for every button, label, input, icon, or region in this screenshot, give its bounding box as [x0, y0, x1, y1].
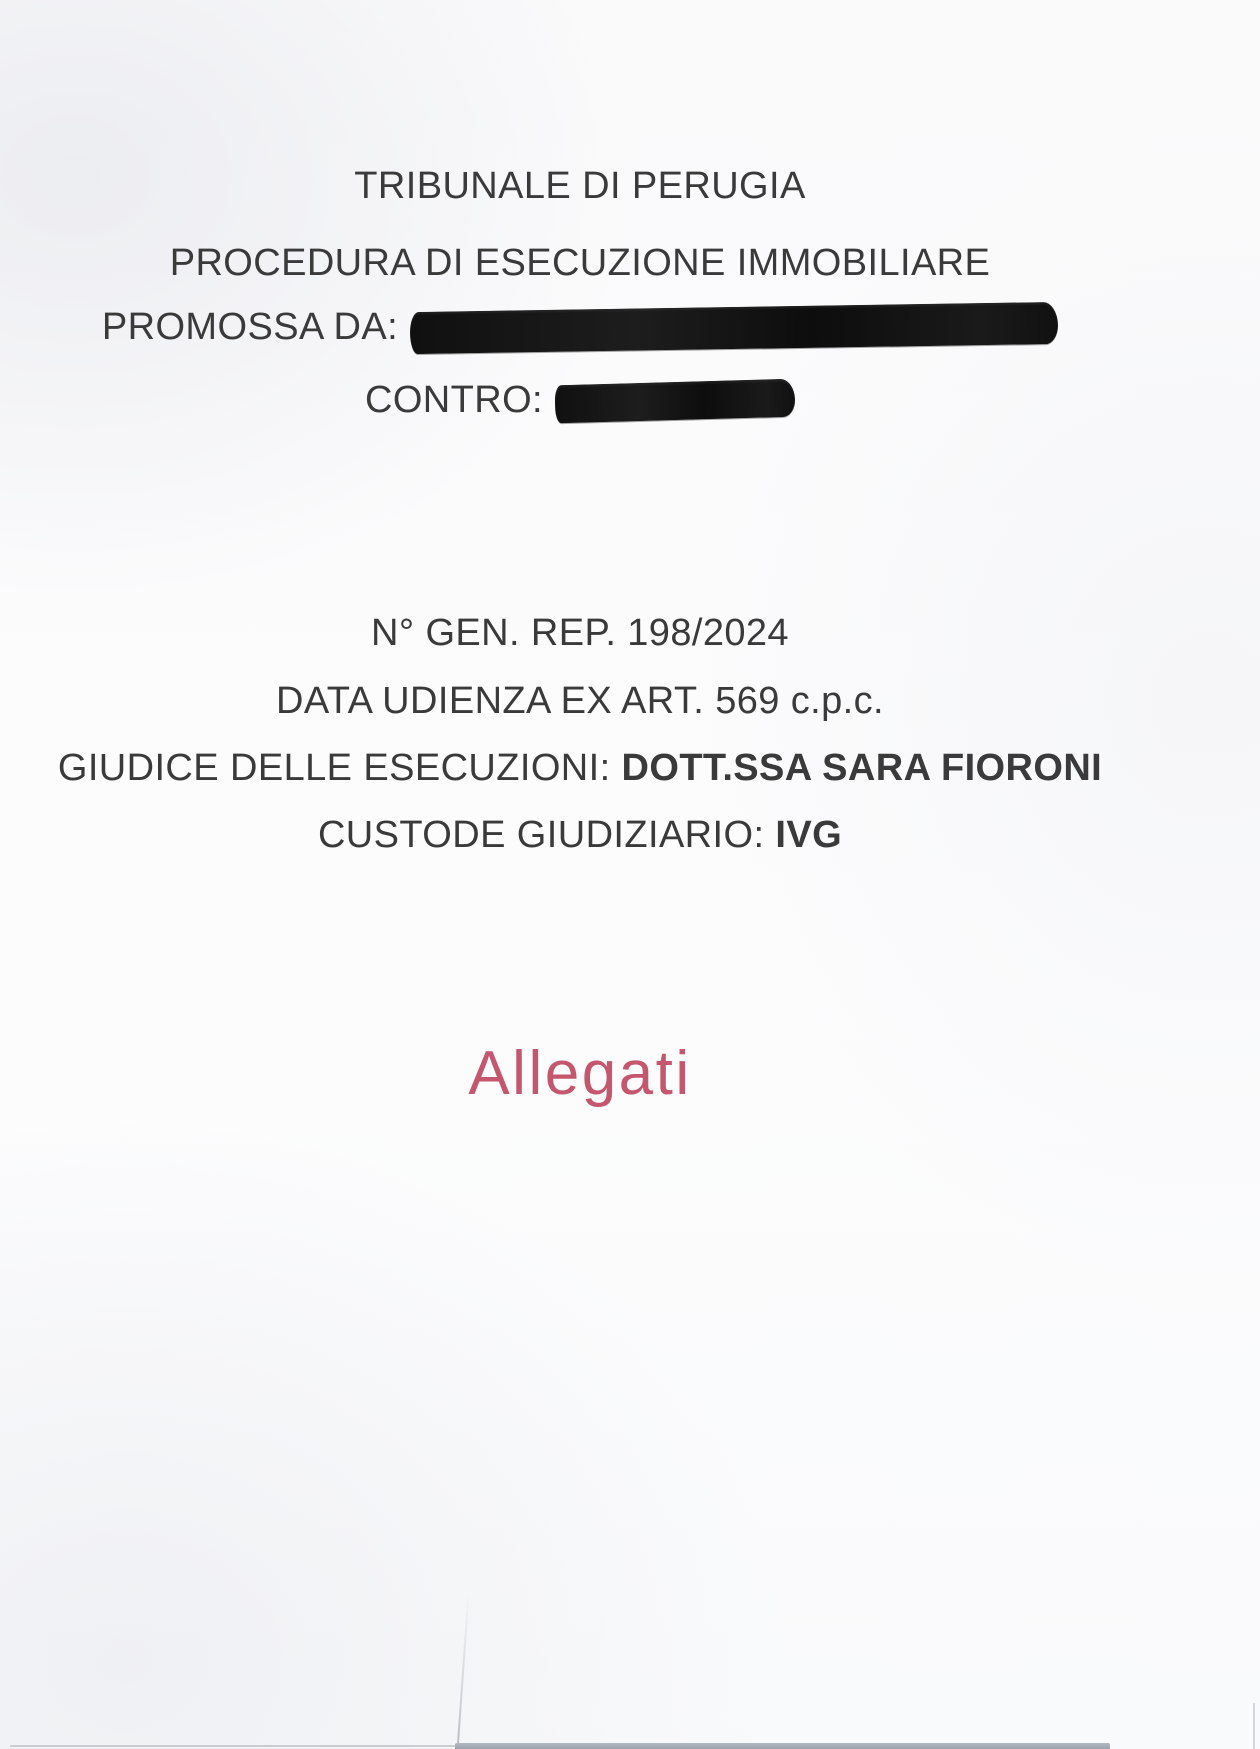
hearing-date-line: DATA UDIENZA EX ART. 569 c.p.c.: [276, 680, 884, 722]
scan-edge-line-left: [10, 1745, 515, 1747]
judge-label: GIUDICE DELLE ESECUZIONI:: [57, 747, 622, 789]
custodian-line: [0, 815, 1160, 857]
promossa-da-row: [0, 306, 1160, 349]
custodian-label: CUSTODE GIUDIZIARIO:: [317, 814, 776, 856]
scan-crease-artifact: [456, 1592, 469, 1749]
court-title: TRIBUNALE DI PERUGIA: [354, 165, 806, 207]
contro-row: [0, 379, 1160, 422]
attachments-title: Allegati: [468, 1039, 692, 1108]
case-number-line: N° GEN. REP. 198/2024: [371, 612, 789, 654]
custodian-name: IVG: [775, 814, 843, 856]
promossa-da-label: PROMOSSA DA:: [101, 306, 399, 348]
contro-label: CONTRO:: [364, 379, 543, 421]
promossa-da-redaction-bar: [410, 301, 1059, 353]
scan-edge-line-right: [1253, 1703, 1255, 1749]
contro-redaction-bar: [555, 378, 796, 423]
judge-name: DOTT.SSA SARA FIORONI: [621, 747, 1103, 789]
procedure-title: PROCEDURA DI ESECUZIONE IMMOBILIARE: [169, 242, 991, 284]
judge-line: [0, 748, 1160, 790]
scan-bottom-edge-bar: [455, 1743, 1110, 1749]
